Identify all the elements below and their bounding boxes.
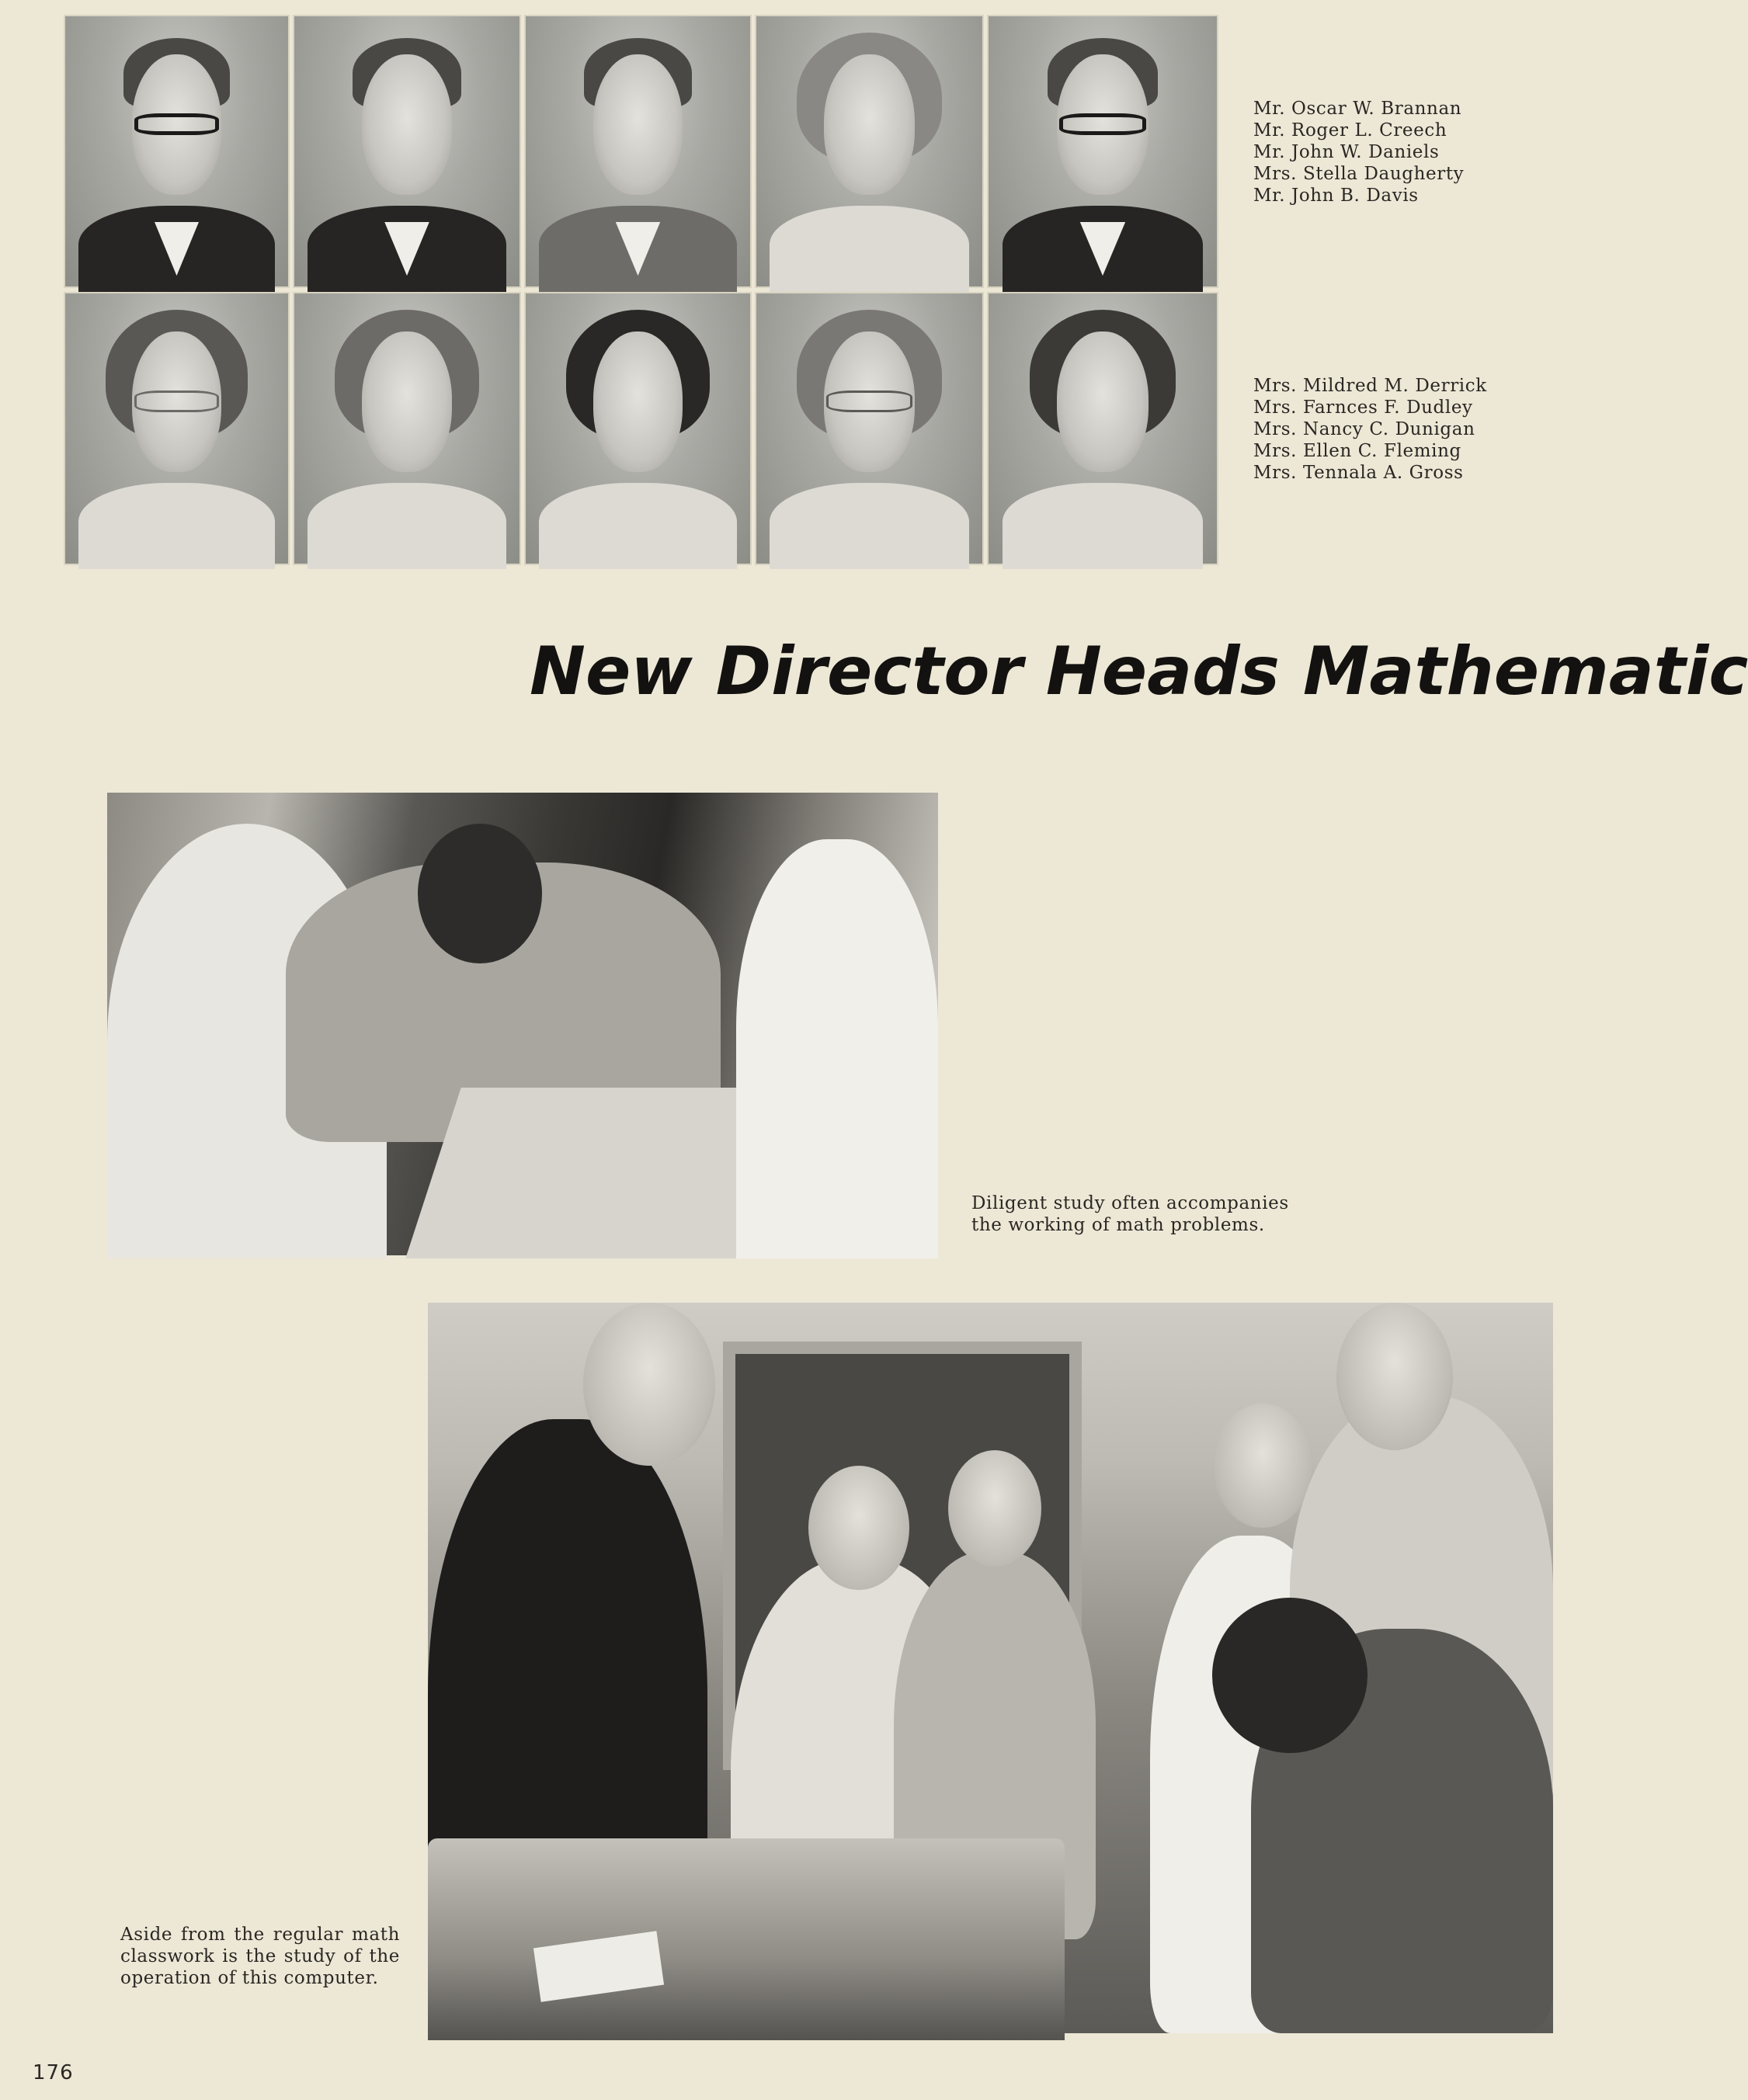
- faculty-name: Mr. Roger L. Creech: [1253, 120, 1447, 141]
- faculty-name: Mrs. Tennala A. Gross: [1253, 463, 1464, 483]
- portrait-oscar-brannan: [64, 15, 290, 288]
- photo-students-at-computer: [428, 1303, 1553, 2033]
- portrait-ellen-fleming: [755, 292, 984, 565]
- portrait-stella-daugherty: [755, 15, 984, 288]
- faculty-name: Mrs. Stella Daugherty: [1253, 164, 1465, 184]
- faculty-name: Mrs. Ellen C. Fleming: [1253, 441, 1461, 461]
- portrait-tennala-gross: [987, 292, 1218, 565]
- faculty-name: Mr. Oscar W. Brannan: [1253, 99, 1462, 119]
- page-headline: New Director Heads Mathematic: [530, 633, 1748, 710]
- portrait-nancy-dunigan: [524, 292, 752, 565]
- portrait-roger-creech: [293, 15, 521, 288]
- faculty-name: Mrs. Mildred M. Derrick: [1253, 376, 1487, 396]
- caption-computer-photo: Aside from the regular math classwork is the study of the operation of this computer.: [120, 1925, 400, 1988]
- portrait-farnces-dudley: [293, 292, 521, 565]
- caption-line: the working of math problems.: [971, 1215, 1265, 1235]
- portrait-john-daniels: [524, 15, 752, 288]
- faculty-name: Mr. John B. Davis: [1253, 186, 1419, 206]
- faculty-name: Mrs. Nancy C. Dunigan: [1253, 419, 1475, 439]
- caption-study-photo: [971, 1192, 1298, 1236]
- faculty-name: Mr. John W. Daniels: [1253, 142, 1440, 162]
- faculty-names-row2: [1253, 375, 1487, 484]
- faculty-names-row1: [1253, 98, 1464, 207]
- caption-line: Diligent study often accompanies: [971, 1193, 1289, 1213]
- portrait-john-davis: [987, 15, 1218, 288]
- faculty-name: Mrs. Farnces F. Dudley: [1253, 397, 1473, 418]
- portrait-mildred-derrick: [64, 292, 290, 565]
- page-number: 176: [33, 2061, 74, 2084]
- photo-student-studying: [107, 793, 938, 1255]
